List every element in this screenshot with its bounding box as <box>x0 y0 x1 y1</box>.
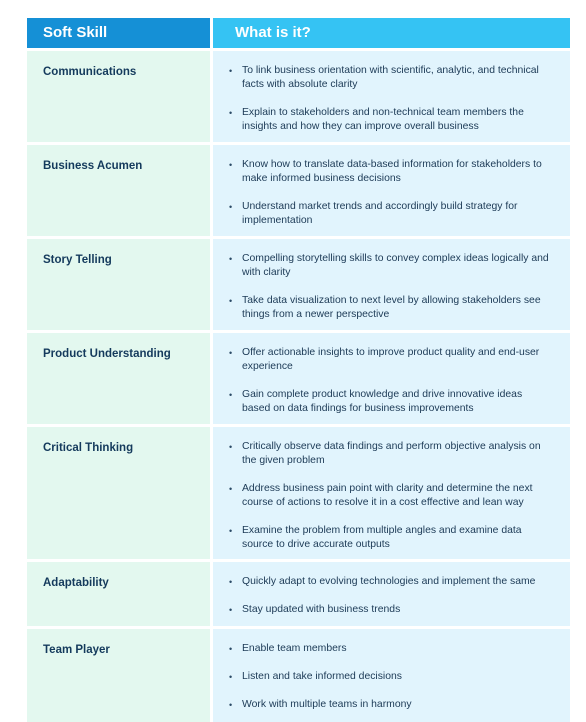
header-what-is-it: What is it? <box>213 18 570 48</box>
skill-team-player: Team Player <box>27 629 210 722</box>
list-item: • Offer actionable insights to improve product quality and end-user experience <box>229 346 552 374</box>
desc-team-player <box>213 629 570 722</box>
skill-story-telling: Story Telling <box>27 239 210 330</box>
list-item: • Stay updated with business trends <box>229 603 552 617</box>
skill-critical-thinking: Critical Thinking <box>27 427 210 559</box>
list-item: • Understand market trends and accordingly build strategy for implementation <box>229 200 552 228</box>
list-item: • Gain complete product knowledge and drive innovative ideas based on data findings for business improvements <box>229 388 552 416</box>
list-item: • Critically observe data findings and perform objective analysis on the given problem <box>229 440 552 468</box>
list-item: • Explain to stakeholders and non-technical team members the insights and how they can improve overall business <box>229 106 552 134</box>
skill-communications: Communications <box>27 51 210 142</box>
desc-story-telling <box>213 239 570 330</box>
list-item: • Work with multiple teams in harmony <box>229 698 552 712</box>
list-item: • Compelling storytelling skills to convey complex ideas logically and with clarity <box>229 252 552 280</box>
list-item: • Take data visualization to next level by allowing stakeholders see things from a newer perspective <box>229 294 552 322</box>
list-item: • Quickly adapt to evolving technologies and implement the same <box>229 575 552 589</box>
list-item: • Know how to translate data-based information for stakeholders to make informed business decisions <box>229 158 552 186</box>
list-item: • Listen and take informed decisions <box>229 670 552 684</box>
soft-skills-table <box>27 18 570 722</box>
desc-critical-thinking <box>213 427 570 559</box>
skill-business-acumen: Business Acumen <box>27 145 210 236</box>
desc-adaptability <box>213 562 570 626</box>
list-item: • Enable team members <box>229 642 552 656</box>
list-item: • To link business orientation with scientific, analytic, and technical facts with absolute clarity <box>229 64 552 92</box>
skill-product-understanding: Product Understanding <box>27 333 210 424</box>
list-item: • Examine the problem from multiple angles and examine data source to drive accurate outputs <box>229 524 552 552</box>
list-item: • Address business pain point with clarity and determine the next course of actions to resolve it in a cost effective and lean way <box>229 482 552 510</box>
desc-product-understanding <box>213 333 570 424</box>
skill-adaptability: Adaptability <box>27 562 210 626</box>
desc-business-acumen <box>213 145 570 236</box>
desc-communications <box>213 51 570 142</box>
header-soft-skill: Soft Skill <box>27 18 210 48</box>
